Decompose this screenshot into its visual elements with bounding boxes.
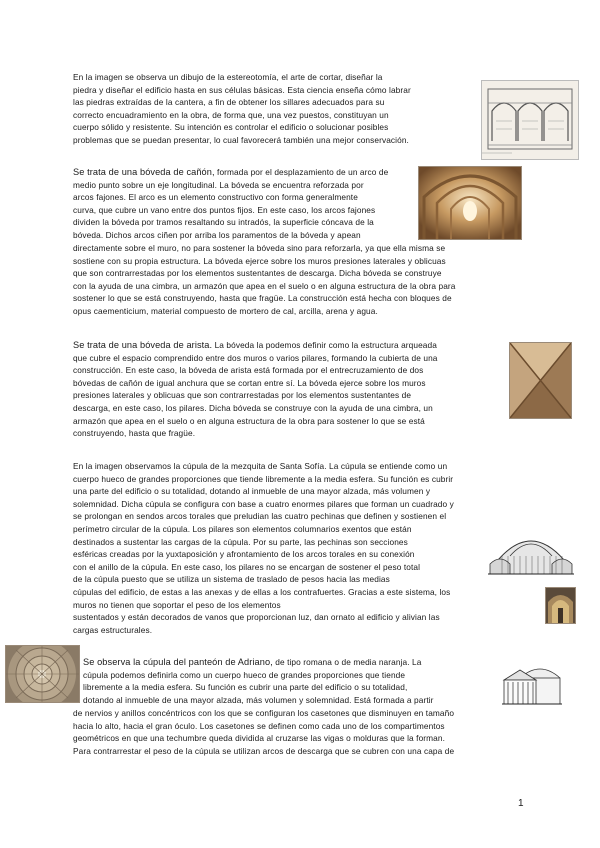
text-line: de la cúpula puesto que se utiliza un sistema de traslado de pesos hacia las medias [73,574,390,585]
text-line: presiones laterales y oblicuas que son contrarrestadas por los elementos sustentantes de [73,390,412,401]
text-line: curva, que cubre un vano entre dos puntos fijos. En este caso, los arcos fajones [73,204,376,215]
paragraph-boveda-canon-cont [73,242,527,318]
text-line [73,339,507,352]
paragraph-santa-sofia-tail [73,586,527,636]
text-line: dotando al inmueble de una mayor alzada, más volumen y solemnidad. Está formada a partir [83,694,434,705]
text-line: cúpula podemos definirla como un cuerpo hueco de grandes proporciones que tiende [83,669,406,680]
paragraph-boveda-arista [73,339,507,440]
text-line: opus caementicium, material compuesto de mortero de cal, arcilla, arena y agua. [73,305,378,316]
paragraph-estereotomia [73,71,472,147]
text-line: sustentados y están decorados de vanos que proporcionan luz, dan ornato al edificio y alivian las [73,612,440,623]
text-line: problemas que se puedan presentar, lo cual favorecerá también una mejor conservación. [73,134,409,145]
text-line: descarga, en este caso, los pilares. Dicha bóveda se construye con la ayuda de una cimbra, un [73,402,433,413]
text-line: libremente a la media esfera. Su función es cubrir una parte del edificio o su totalidad, [83,682,408,693]
paragraph-panteon-cont [73,707,527,757]
text-line: cargas estructurales. [73,624,153,635]
text-line: cuerpo hueco de grandes proporciones que tiende libremente a la media esfera. Su función es cubrir [73,473,454,484]
text-line: medio punto sobre un eje longitudinal. La bóveda se encuentra reforzada por [73,179,364,190]
text-line: En la imagen observamos la cúpula de la mezquita de Santa Sofía. La cúpula se entiende como un [73,461,448,471]
text-line: construyendo, hasta que fragüe. [73,428,196,439]
text-line: de nervios y anillos concéntricos con los que se configuran los casetones que disminuyen en tamaño [73,708,455,718]
text-line: perímetro circular de la cúpula. Los pilares son elementos columnarios exentos que están [73,524,412,534]
text-line: las piedras extraídas de la cantera, a fin de obtener los sillares adecuados para su [73,97,385,108]
text-line: que son contrarrestadas por los elementos sustentantes de descarga. Dicha bóveda se construye [73,268,442,279]
text-line: armazón que apea en el suelo o en alguna estructura de la obra para sostener lo que se está [73,415,425,426]
text-line-inline: de tipo romana o de media naranja. La [272,657,422,667]
text-line: sostener lo que se está construyendo, hasta que fragüe. La construcción está hecha con bloques de [73,293,452,304]
text-line: directamente sobre el muro, no para sostener la bóveda sino para reforzarla, ya que ella misma se [73,243,446,253]
text-line: una parte del edificio o su totalidad, dotando al inmueble de una mayor alzada, más volumen y [73,486,431,497]
text-line: cúpulas del edificio, de estas a las anexas y de ellas a los contrafuertes. Gracias a este sistema, los [73,587,451,597]
paragraph-santa-sofia-narrow [73,523,487,586]
text-line: arcos fajones. El arco es un elemento constructivo con forma generalmente [73,192,358,203]
text-line: se prolongan en sendos arcos torales que preludian las cuatro pechinas que definen y sostienen el [73,511,447,522]
text-line-inline: formada por el desplazamiento de un arco de [214,167,389,177]
paragraph-santa-sofia [73,460,527,523]
text-line-inline: La bóveda la podemos definir como la estructura arqueada [212,340,437,350]
text-line: En la imagen se observa un dibujo de la estereotomía, el arte de cortar, diseñar la [73,72,383,82]
text-line: piedra y diseñar el edificio hasta en sus células básicas. Esta ciencia enseña cómo labrar [73,84,411,95]
pantheon-facade-drawing [502,658,562,710]
paragraph-boveda-canon [73,166,409,242]
lead-text: Se trata de una bóveda de arista. [73,340,213,350]
text-line: con el anillo de la cúpula. En este caso, los pilares no se encargan de sostener el peso total [73,561,421,572]
text-line: bóveda. Dichos arcos ciñen por arriba los paramentos de la bóveda y apean [73,229,361,240]
text-line [73,166,409,179]
paragraph-panteon [83,656,498,706]
barrel-vault-photo [418,166,522,240]
text-line: solemnidad. Dicha cúpula se configura con base a cuatro enormes pilares que forman un cuadrado y [73,498,454,509]
text-line: geométricos en que una techumbre queda dividida al cruzarse las vigas o molduras que la forman. [73,733,446,744]
page-number: 1 [518,798,524,809]
pantheon-dome-photo [5,645,80,703]
text-line: con la ayuda de una cimbra, un armazón que apea en el suelo o en alguna estructura de la obra para [73,280,456,291]
text-line [83,656,498,669]
text-line: hacia lo alto, hacia el gran óculo. Los casetones se definen como cada uno de los compartimentos [73,720,445,731]
text-line: esféricas creadas por la yuxtaposición y afrontamiento de los arcos torales en su conexión [73,549,415,560]
text-line: muros no tienen que soportar el peso de los elementos [73,599,281,610]
lead-text: Se observa la cúpula del panteón de Adriano, [83,657,273,667]
text-line: sostiene con su propia estructura. La bóveda ejerce sobre los muros presiones laterales y oblicuas [73,255,446,266]
stereotomy-drawing [481,80,579,160]
text-line: Para contrarrestar el peso de la cúpula se utilizan arcos de descarga que se cubren con una capa de [73,745,455,756]
text-line: que cubre el espacio comprendido entre dos muros o varios pilares, formando la cubierta de una [73,352,438,363]
text-line: correcto encuadramiento en la obra, de forma que, una vez puestos, constituyan un [73,109,389,120]
hagia-sophia-section-drawing [488,526,574,578]
text-line: destinados a sustentar las cargas de la cúpula. Por su parte, las pechinas son secciones [73,536,408,547]
text-line: dividen la bóveda por tramos resaltando su intradós, la superficie cóncava de la [73,217,374,228]
lead-text: Se trata de una bóveda de cañón, [73,167,215,177]
hagia-sophia-interior-photo [545,587,576,624]
groin-vault-photo [509,342,572,419]
text-line: bóvedas de cañón de igual anchura que se cortan entre sí. La bóveda ejerce sobre los muros [73,377,426,388]
text-line: cuerpo sólido y resistente. Su intención es controlar el edificio o solucionar posibles [73,122,389,133]
text-line: construcción. En este caso, la bóveda de arista está formada por el entrecruzamiento de dos [73,365,424,376]
